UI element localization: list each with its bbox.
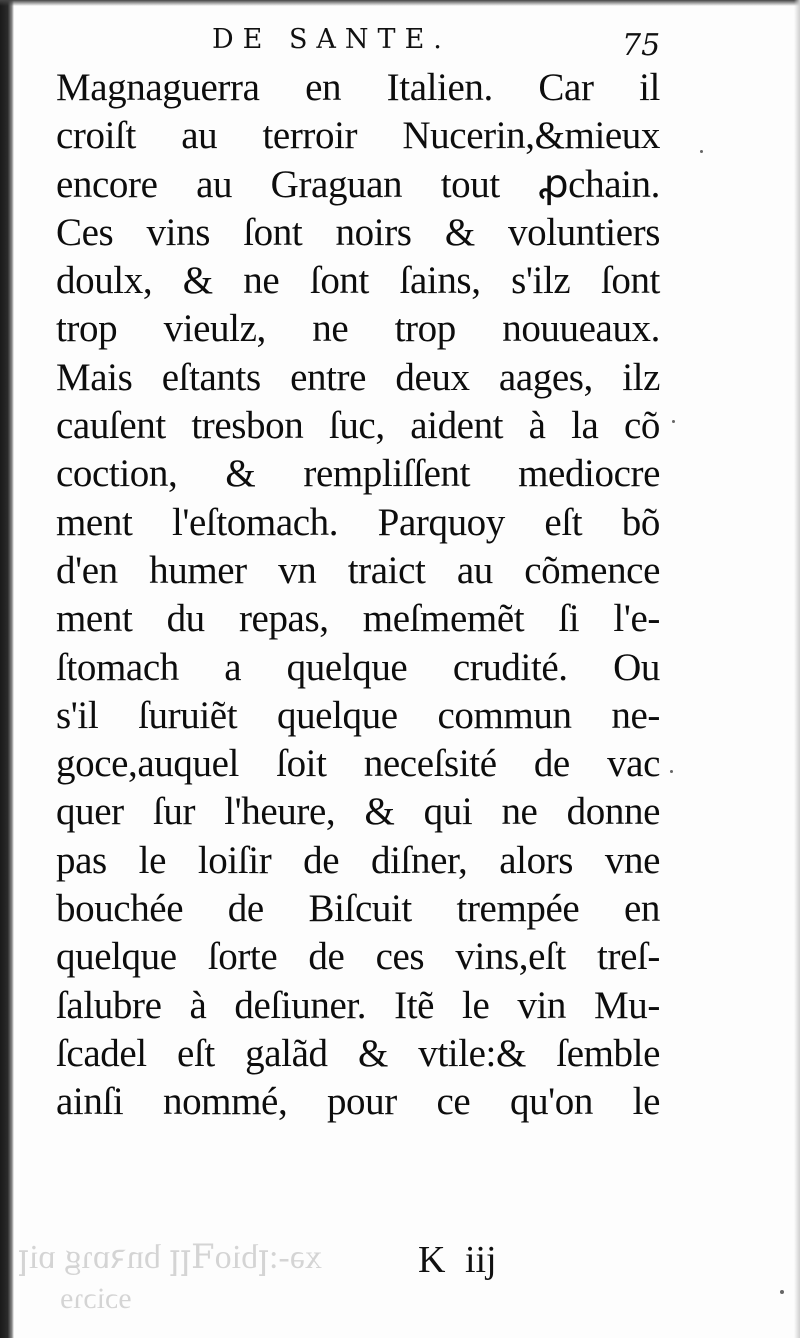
page-number: 75 xyxy=(622,28,661,63)
text-line: goce,auquel ſoit neceſsité de vac xyxy=(56,742,660,786)
text-line: cauſent tresbon ſuc, aident à la cõ xyxy=(56,404,660,448)
show-through-text: ɘɔiɔɿɘ xyxy=(60,1282,132,1315)
show-through-text: xə-:ꞁbioꟻꞁꞁ bnꝛɒɿg ɒiꞁ xyxy=(18,1239,322,1276)
text-line: Mais eſtants entre deux aages, ilz xyxy=(56,355,660,399)
text-line: bouchée de Biſcuit trempée en xyxy=(56,887,660,931)
text-line: ſtomach a quelque crudité. Ou xyxy=(56,645,660,689)
text-line: d'en humer vn traict au cõmence xyxy=(56,548,660,592)
text-line: croiſt au terroir Nucerin,&mieux xyxy=(56,114,660,158)
text-line: ment l'eſtomach. Parquoy eſt bõ xyxy=(56,500,660,544)
text-line: ſalubre à deſiuner. Itẽ le vin Mu- xyxy=(56,983,660,1027)
text-line: quer ſur l'heure, & qui ne donne xyxy=(56,790,660,834)
paper-speck xyxy=(672,420,675,423)
text-line: ment du repas, meſmemẽt ſi l'e- xyxy=(56,597,660,641)
page-header xyxy=(0,22,800,62)
text-line: encore au Graguan tout ꝓchain. xyxy=(56,162,660,206)
text-line: Ces vins ſont noirs & voluntiers xyxy=(56,210,660,254)
body-text xyxy=(56,64,660,1127)
scan-edge-left xyxy=(0,0,14,1338)
text-line: doulx, & ne ſont ſains, s'ilz ſont xyxy=(56,259,660,303)
text-line: pas le loiſir de diſner, alors vne xyxy=(56,838,660,882)
text-line: ſcadel eſt galãd & vtile:& ſemble xyxy=(56,1031,660,1075)
text-line: Magnaguerra en Italien. Car il xyxy=(56,66,660,109)
text-line: coction, & rempliſſent mediocre xyxy=(56,452,660,496)
scan-edge-right xyxy=(794,0,800,1338)
text-line: quelque ſorte de ces vins,eſt treſ- xyxy=(56,935,660,979)
paper-speck xyxy=(670,770,673,773)
paper-speck xyxy=(780,1290,784,1294)
paper-speck xyxy=(700,150,703,153)
text-line: trop vieulz, ne trop nouueaux. xyxy=(56,307,660,351)
scan-edge-top xyxy=(0,0,800,6)
signature-mark: K iij xyxy=(418,1239,497,1281)
text-line: ainſi nommé, pour ce qu'on le xyxy=(56,1080,660,1124)
running-head: DE SANTE. xyxy=(212,24,451,55)
text-line: s'il ſuruiẽt quelque commun ne- xyxy=(56,693,660,737)
